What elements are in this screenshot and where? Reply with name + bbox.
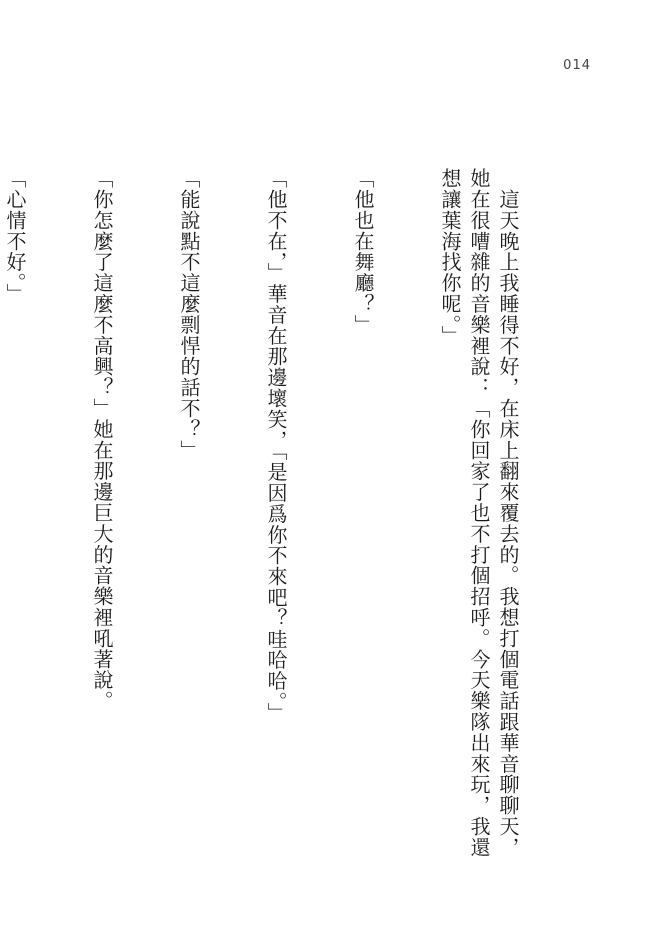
dialogue-line: 「你怎麼了這麼不高興？」她在那邊巨大的音樂裡吼著說。 <box>90 168 114 712</box>
dialogue-line: 「他也在舞廳？」 <box>351 168 375 336</box>
dialogue-line: 「心情不好。」 <box>3 168 27 305</box>
narration-paragraph: 這天晚上我睡得不好，在床上翻來覆去的。我想打個電話跟華音聊聊天，她在很嘈雜的音樂裡說：「你回家了也不打個招呼。今天樂隊出來玩，我還想讓葉海找你呢。」 <box>438 168 520 858</box>
novel-body-text <box>3 168 580 868</box>
dialogue-line: 「能說點不這麼剽悍的話不？」 <box>177 168 201 461</box>
page-number: 014 <box>563 58 591 73</box>
dialogue-line: 「他不在，」華音在那邊壞笑，「是因爲你不來吧？哇哈哈。」 <box>264 168 288 724</box>
